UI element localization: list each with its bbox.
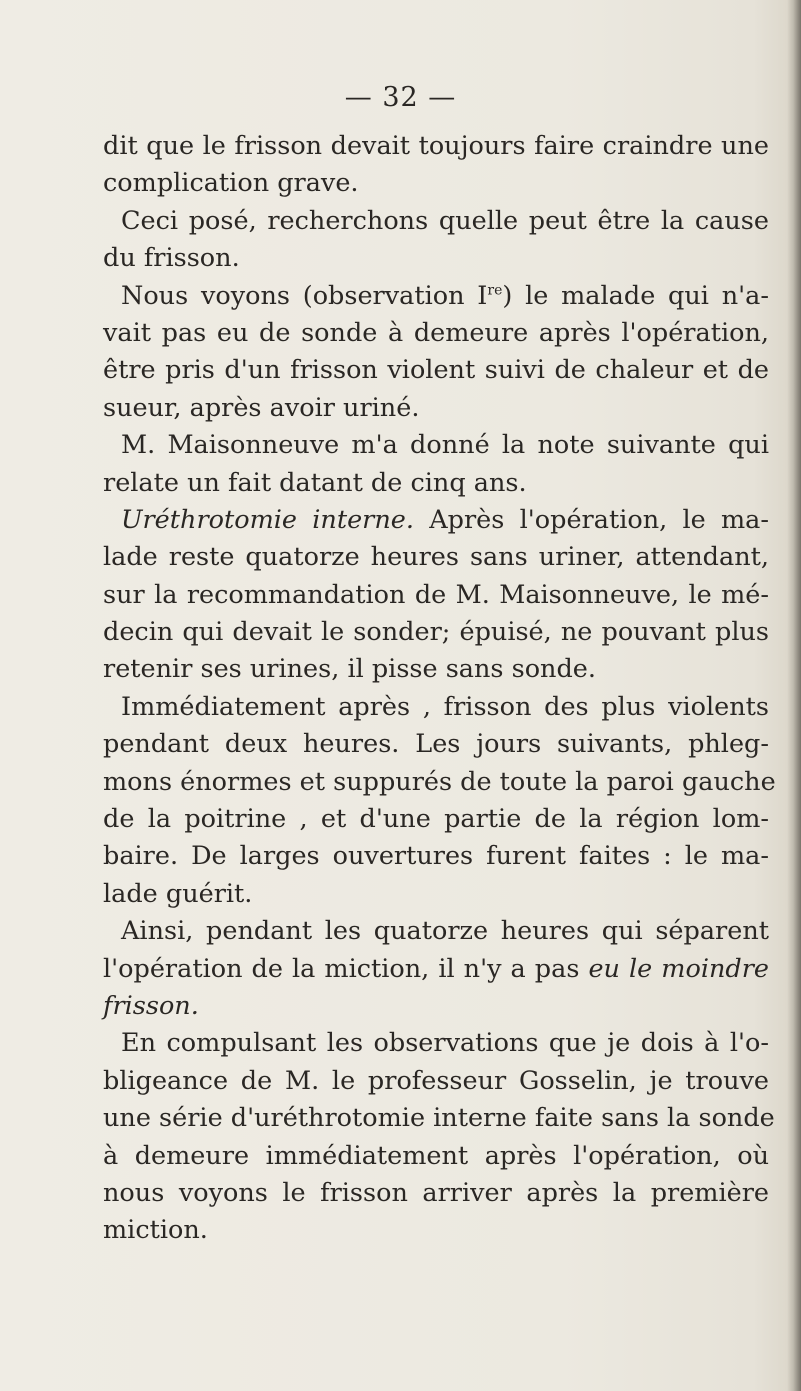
text-line [103,838,769,875]
text-run: pendant deux heures. Les jours suivants, phleg- [103,729,769,760]
text-line [103,913,769,950]
text-run: lade guérit. [103,878,253,909]
text-line [103,240,769,277]
text-run: relate un fait datant de cinq ans. [103,467,527,498]
text-line [103,502,769,539]
text-line [103,539,769,576]
text-line [103,764,776,801]
text-line [103,1138,769,1175]
text-run: Ceci posé, recherchons quelle peut être la cause [121,205,769,236]
text-run: de la poitrine , et d'une partie de la région lom- [103,804,769,835]
text-line [103,390,769,427]
italic-text: frisson. [103,990,199,1021]
body-text [103,128,776,1250]
text-line [103,352,769,389]
text-run: complication grave. [103,168,359,199]
text-run: Immédiatement après , frisson des plus violents [121,691,769,722]
text-run: baire. De larges ouvertures furent faites : le ma- [103,841,769,872]
text-run: bligeance de M. le professeur Gosselin, je trouve [103,1065,769,1096]
text-line [103,651,769,688]
text-line [103,988,769,1025]
text-line [103,577,769,614]
text-line [103,1063,769,1100]
italic-text: Uréthrotomie interne. [121,504,414,535]
text-run: Ainsi, pendant les quatorze heures qui séparent [121,916,769,947]
text-line [103,951,769,988]
superscript: re [487,282,503,299]
text-line [103,203,769,240]
text-run: Nous voyons (observation I [121,280,488,311]
text-line [103,128,769,165]
text-run: sur la recommandation de M. Maisonneuve, le mé- [103,579,769,610]
text-line [103,165,769,202]
italic-text: eu le moindre [588,953,770,984]
text-run: mons énormes et suppurés de toute la paroi gauche [103,766,776,797]
page-number: — 32 — [344,82,457,113]
text-line [103,1212,769,1249]
text-line [103,689,769,726]
text-run: à demeure immédiatement après l'opération, où [103,1140,769,1171]
text-line [103,801,769,838]
text-run: dit que le frisson devait toujours faire craindre une [103,131,769,161]
text-run: nous voyons le frisson arriver après la première [103,1177,769,1208]
text-run: decin qui devait le sonder; épuisé, ne pouvant plus [103,617,769,648]
text-run: M. Maisonneuve m'a donné la note suivante qui [121,430,769,461]
text-line [103,726,769,763]
text-run: lade reste quatorze heures sans uriner, attendant, [103,542,769,573]
text-line [103,876,769,913]
text-line [103,1175,769,1212]
text-run: une série d'uréthrotomie interne faite sans la sonde [103,1103,775,1134]
text-run: sueur, après avoir uriné. [103,392,420,423]
text-run: l'opération de la miction, il n'y a pas [103,953,589,984]
text-line [103,1100,775,1137]
text-line [103,427,769,464]
text-line [103,465,769,502]
text-run: ) le malade qui n'a- [502,280,769,311]
text-line [103,278,769,315]
text-run: du frisson. [103,243,240,274]
text-line [103,315,769,352]
text-run: En compulsant les observations que je dois à l'o- [121,1028,769,1059]
text-line [103,614,769,651]
text-run: Après l'opération, le ma- [414,504,769,535]
text-run: vait pas eu de sonde à demeure après l'opération, [103,317,769,348]
page-edge-shadow [787,0,801,1391]
text-run: retenir ses urines, il pisse sans sonde. [103,654,596,685]
text-line [103,1025,769,1062]
text-run: être pris d'un frisson violent suivi de chaleur et de [103,355,769,386]
text-run: miction. [103,1215,208,1246]
